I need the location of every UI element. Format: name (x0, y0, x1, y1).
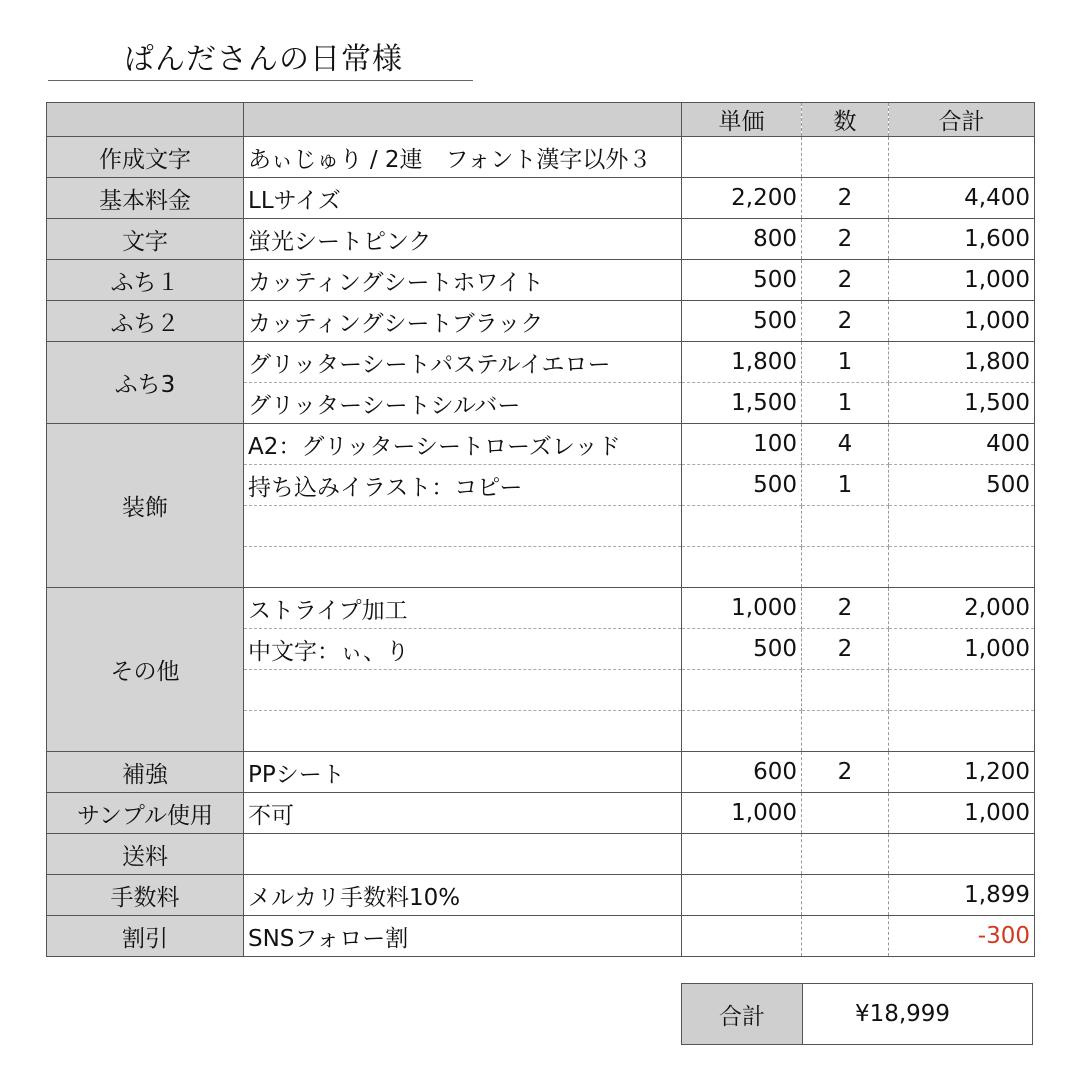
row-price (682, 834, 802, 875)
row-total: 1,899 (889, 875, 1035, 916)
header-qty: 数 (802, 103, 889, 137)
row-price (682, 137, 802, 178)
table-row (47, 219, 1035, 260)
header-subtotal: 合計 (889, 103, 1035, 137)
row-price: 1,000 (682, 793, 802, 834)
table-row (47, 342, 1035, 383)
row-category: ふち２ (47, 301, 244, 342)
row-total: 4,400 (889, 178, 1035, 219)
table-row (47, 793, 1035, 834)
grand-total-box (681, 983, 1033, 1045)
row-total: 1,000 (889, 793, 1035, 834)
row-category: 文字 (47, 219, 244, 260)
table-row (47, 424, 1035, 465)
row-item: 蛍光シートピンク (244, 219, 682, 260)
row-category: 作成文字 (47, 137, 244, 178)
table-row (47, 301, 1035, 342)
row-qty: 2 (802, 260, 889, 301)
header-row (47, 103, 1035, 137)
row-qty (802, 875, 889, 916)
row-total: 1,500 (889, 383, 1035, 424)
page-title: ぱんださんの日常様 (124, 42, 403, 77)
row-item (244, 670, 682, 711)
row-total: 1,800 (889, 342, 1035, 383)
row-price: 100 (682, 424, 802, 465)
row-item: カッティングシートホワイト (244, 260, 682, 301)
row-category: 補強 (47, 752, 244, 793)
header-unit-price: 単価 (682, 103, 802, 137)
row-price: 2,200 (682, 178, 802, 219)
row-price: 800 (682, 219, 802, 260)
row-total: 1,000 (889, 301, 1035, 342)
table-row (47, 916, 1035, 957)
row-item (244, 506, 682, 547)
row-price: 1,000 (682, 588, 802, 629)
row-price (682, 916, 802, 957)
row-item: メルカリ手数料10% (244, 875, 682, 916)
table-row (47, 752, 1035, 793)
row-qty: 1 (802, 383, 889, 424)
row-item (244, 547, 682, 588)
row-item: 持ち込みイラスト：コピー (244, 465, 682, 506)
row-category: 割引 (47, 916, 244, 957)
row-qty (802, 506, 889, 547)
table-row (47, 260, 1035, 301)
row-price: 1,800 (682, 342, 802, 383)
row-item: グリッターシートパステルイエロー (244, 342, 682, 383)
row-qty (802, 137, 889, 178)
row-category: 手数料 (47, 875, 244, 916)
row-qty (802, 547, 889, 588)
row-item: カッティングシートブラック (244, 301, 682, 342)
row-category: ふち3 (47, 342, 244, 424)
row-category: ふち１ (47, 260, 244, 301)
row-price (682, 547, 802, 588)
row-total: 400 (889, 424, 1035, 465)
row-qty (802, 916, 889, 957)
row-total: 500 (889, 465, 1035, 506)
row-item: A2：グリッターシートローズレッド (244, 424, 682, 465)
row-price: 1,500 (682, 383, 802, 424)
row-qty (802, 670, 889, 711)
row-price: 500 (682, 629, 802, 670)
row-category: 装飾 (47, 424, 244, 588)
row-total (889, 670, 1035, 711)
table-row (47, 875, 1035, 916)
estimate-table (46, 102, 1035, 957)
grand-total-value: ¥18,999 (854, 1001, 951, 1027)
row-price: 500 (682, 465, 802, 506)
row-qty: 2 (802, 219, 889, 260)
row-item: あぃじゅり / 2連 フォント漢字以外３ (244, 137, 682, 178)
row-qty: 2 (802, 178, 889, 219)
row-category: その他 (47, 588, 244, 752)
row-total: 2,000 (889, 588, 1035, 629)
row-qty: 2 (802, 301, 889, 342)
row-qty: 2 (802, 629, 889, 670)
row-qty: 2 (802, 752, 889, 793)
row-price: 500 (682, 260, 802, 301)
row-total (889, 506, 1035, 547)
row-item: 不可 (244, 793, 682, 834)
row-price (682, 506, 802, 547)
row-item: ストライプ加工 (244, 588, 682, 629)
row-category: 送料 (47, 834, 244, 875)
row-price: 600 (682, 752, 802, 793)
title-underline (48, 80, 473, 81)
row-qty: 2 (802, 588, 889, 629)
row-price (682, 875, 802, 916)
row-total (889, 711, 1035, 752)
row-category: サンプル使用 (47, 793, 244, 834)
row-item: LLサイズ (244, 178, 682, 219)
row-price (682, 711, 802, 752)
row-item: グリッターシートシルバー (244, 383, 682, 424)
row-total: 1,600 (889, 219, 1035, 260)
header-category (47, 103, 244, 137)
row-item (244, 711, 682, 752)
row-qty (802, 711, 889, 752)
header-item (244, 103, 682, 137)
row-total: 1,000 (889, 629, 1035, 670)
row-price (682, 670, 802, 711)
row-category: 基本料金 (47, 178, 244, 219)
row-total (889, 547, 1035, 588)
row-qty: 1 (802, 342, 889, 383)
row-item: PPシート (244, 752, 682, 793)
row-qty (802, 793, 889, 834)
row-total (889, 137, 1035, 178)
grand-total-label: 合計 (682, 984, 803, 1044)
table-row (47, 137, 1035, 178)
table-row (47, 588, 1035, 629)
row-qty (802, 834, 889, 875)
row-total (889, 834, 1035, 875)
row-total: 1,200 (889, 752, 1035, 793)
row-item (244, 834, 682, 875)
discount-total: -300 (889, 916, 1035, 957)
row-item: 中文字：ぃ、り (244, 629, 682, 670)
table-row (47, 178, 1035, 219)
table-row (47, 834, 1035, 875)
row-total: 1,000 (889, 260, 1035, 301)
row-qty: 4 (802, 424, 889, 465)
row-item: SNSフォロー割 (244, 916, 682, 957)
row-qty: 1 (802, 465, 889, 506)
row-price: 500 (682, 301, 802, 342)
